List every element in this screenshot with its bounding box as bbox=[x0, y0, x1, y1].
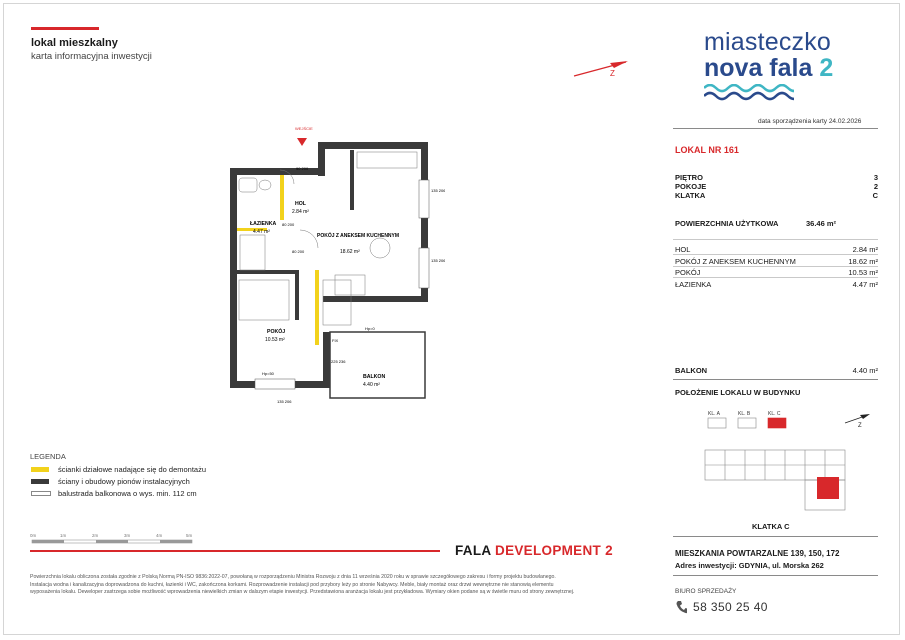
repeat-divider bbox=[673, 536, 878, 537]
sales-title: BIURO SPRZEDAŻY bbox=[675, 588, 737, 595]
plan-aneks-area: 18.62 m² bbox=[340, 249, 360, 255]
date-label: data sporządzenia karty 24.02.2026 bbox=[758, 118, 862, 125]
staircase-label: KLATKA bbox=[675, 191, 706, 200]
legend-swatch-railing bbox=[31, 491, 51, 496]
stair-caption: KLATKA C bbox=[752, 522, 790, 531]
room-aneks-label: POKÓJ Z ANEKSEM KUCHENNYM bbox=[675, 257, 796, 266]
floor-value: 3 bbox=[873, 173, 878, 182]
rooms-label: POKOJE bbox=[675, 182, 707, 191]
room-divider bbox=[673, 254, 878, 255]
legend-swatch-yellow bbox=[31, 467, 49, 472]
legend-title: LEGENDA bbox=[30, 452, 66, 461]
entrance-arrow-icon bbox=[297, 138, 307, 146]
room-pokoj-area: 10.53 m² bbox=[848, 268, 878, 277]
dim-window-3: 135 206 bbox=[277, 399, 292, 404]
legend-item-demolish: ścianki działowe nadające się do demontażu bbox=[58, 465, 207, 474]
floor-plan bbox=[225, 120, 445, 410]
rooms-value: 2 bbox=[873, 182, 878, 191]
svg-text:Z: Z bbox=[858, 423, 862, 429]
area-label: POWIERZCHNIA UŻYTKOWA bbox=[675, 219, 779, 228]
sales-divider bbox=[673, 575, 878, 576]
logo-line1: miasteczko bbox=[704, 28, 832, 56]
building-title: POŁOŻENIE LOKALU W BUDYNKU bbox=[675, 388, 801, 397]
stair-b-label: KL. B bbox=[738, 411, 751, 417]
legend-swatch-wall bbox=[31, 479, 49, 484]
header-accent-bar bbox=[31, 27, 99, 30]
balcony-value: 4.40 m² bbox=[852, 366, 878, 375]
dim-hp-50: Hp=50 bbox=[262, 371, 274, 376]
room-pokoj-label: POKÓJ bbox=[675, 268, 701, 277]
waves-logo-icon bbox=[704, 84, 794, 102]
balcony-label: BALKON bbox=[675, 366, 708, 375]
plan-pokoj-name: POKÓJ bbox=[267, 329, 286, 335]
floor-label: PIĘTRO bbox=[675, 173, 703, 182]
repeat-title: MIESZKANIA POWTARZALNE 139, 150, 172 bbox=[675, 549, 840, 558]
unit-title: LOKAL NR 161 bbox=[675, 145, 739, 155]
legend-item-railing: balustrada balkonowa o wys. min. 112 cm bbox=[58, 489, 197, 498]
plan-lazienka-area: 4.47 m² bbox=[253, 229, 270, 235]
doc-subtitle: karta informacyjna inwestycji bbox=[31, 51, 152, 62]
svg-text:1m: 1m bbox=[60, 533, 67, 538]
dev-accent-bar bbox=[30, 550, 440, 552]
building-location-plan bbox=[690, 405, 875, 520]
footnote: Powierzchnia lokalu obliczona została zgodnie z Polską Normą PN-ISO 9836:2022-07, powołaną w rozporządzeniu Ministra Rozwoju z dnia 11 września 2020 roku w sprawie szczegółowego zakresu i formy projektu budowlanego. Instalacja wodna i kanalizacyjna doprowadzona do kuchni, łazienki i WC, zakończona korkami. Rozprowadzenie instalacji pod przybory leży po stronie Nabywcy. Meble, biały montaż oraz drzwi wewnętrzne nie stanowią elementu wyposażenia lokalu. Deweloper zastrzega sobie możliwość wprowadzenia niewielkich zmian w dalszym etapie inwestycji. Przedstawiona aranżacja lokalu jest przykładowa. Wymiary okien podane są w świetle muru od strony zewnętrznej. bbox=[30, 574, 575, 596]
scale-bar bbox=[30, 530, 200, 552]
plan-pokoj-area: 10.53 m² bbox=[265, 337, 285, 343]
legend-item-wall: ściany i obudowy pionów instalacyjnych bbox=[58, 477, 190, 486]
svg-text:2m: 2m bbox=[92, 533, 99, 538]
dim-room-door: 80 200 bbox=[292, 249, 305, 254]
dim-fix: FIX bbox=[332, 338, 339, 343]
room-lazienka-area: 4.47 m² bbox=[852, 280, 878, 289]
room-divider bbox=[673, 277, 878, 278]
north-arrow-icon bbox=[570, 58, 630, 80]
entrance-label: WEJŚCIE bbox=[295, 126, 313, 131]
room-aneks-area: 18.62 m² bbox=[848, 257, 878, 266]
logo-line2: nova fala 2 bbox=[704, 54, 834, 82]
room-hol-area: 2.84 m² bbox=[852, 245, 878, 254]
dim-entry: 90 200 bbox=[296, 166, 309, 171]
svg-text:4m: 4m bbox=[156, 533, 163, 538]
svg-text:Z: Z bbox=[610, 69, 615, 78]
plan-lazienka-name: ŁAZIENKA bbox=[250, 221, 277, 227]
developer-name: FALA DEVELOPMENT 2 bbox=[455, 543, 613, 558]
dim-hp-0: Hp=0 bbox=[365, 326, 375, 331]
doc-title: lokal mieszkalny bbox=[31, 37, 118, 49]
repeat-address: Adres inwestycji: GDYNIA, ul. Morska 262 bbox=[675, 561, 824, 570]
sales-phone[interactable]: 58 350 25 40 bbox=[693, 600, 768, 614]
staircase-value: C bbox=[872, 191, 878, 200]
plan-hol-area: 2.84 m² bbox=[292, 209, 309, 215]
room-lazienka-label: ŁAZIENKA bbox=[675, 280, 712, 289]
svg-text:0m: 0m bbox=[30, 533, 37, 538]
room-divider bbox=[673, 266, 878, 267]
date-divider bbox=[673, 128, 878, 129]
plan-balkon-area: 4.40 m² bbox=[363, 382, 380, 388]
dim-balcony-door: 225 236 bbox=[331, 359, 346, 364]
svg-text:3m: 3m bbox=[124, 533, 131, 538]
plan-hol-name: HOL bbox=[295, 201, 306, 207]
stair-a-label: KL. A bbox=[708, 411, 720, 417]
svg-text:5m: 5m bbox=[186, 533, 193, 538]
plan-balkon-name: BALKON bbox=[363, 374, 386, 380]
phone-icon bbox=[675, 600, 687, 614]
plan-aneks-name: POKÓJ Z ANEKSEM KUCHENNYM bbox=[317, 233, 400, 239]
dim-window-2: 135 206 bbox=[431, 258, 445, 263]
dim-window-1: 135 206 bbox=[431, 188, 445, 193]
balcony-divider bbox=[673, 379, 878, 380]
area-divider bbox=[673, 239, 878, 240]
room-hol-label: HOL bbox=[675, 245, 691, 254]
area-value: 36.46 m² bbox=[806, 219, 837, 228]
dim-bath-door: 80 200 bbox=[282, 222, 295, 227]
stair-c-label: KL. C bbox=[768, 411, 781, 417]
